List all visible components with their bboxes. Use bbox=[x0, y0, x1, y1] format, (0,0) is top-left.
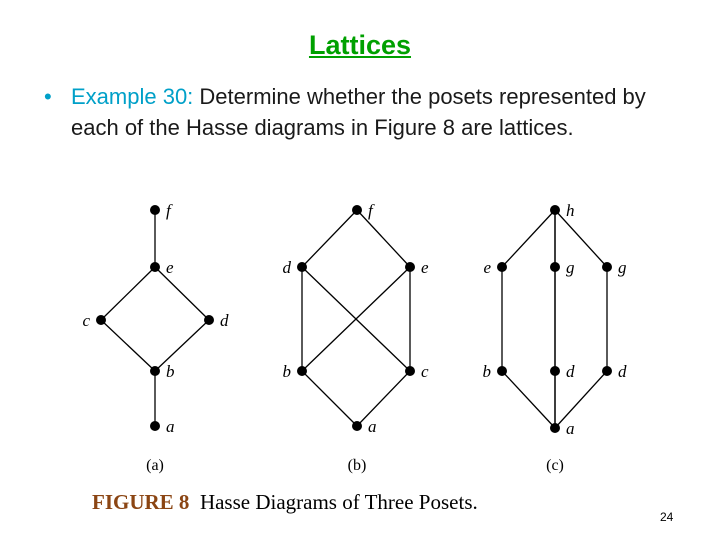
hasse-diagram-c bbox=[483, 201, 628, 474]
diagram-label: (a) bbox=[146, 457, 164, 474]
node-label-c: c bbox=[421, 362, 429, 381]
hasse-diagram-b bbox=[283, 201, 430, 474]
node-label-d1: d bbox=[566, 362, 575, 381]
node-label-c: c bbox=[82, 311, 90, 330]
node-f bbox=[150, 205, 160, 215]
bullet-dot-icon: • bbox=[44, 84, 52, 109]
node-g2 bbox=[602, 262, 612, 272]
edge-c-b bbox=[101, 320, 155, 371]
node-d bbox=[297, 262, 307, 272]
edge-f-e bbox=[357, 210, 410, 267]
node-h bbox=[550, 205, 560, 215]
hasse-diagram-a bbox=[82, 201, 229, 474]
node-label-e: e bbox=[483, 258, 491, 277]
bullet-body: Determine whether the posets represented by each of the Hasse diagrams in Figure 8 are lattices. bbox=[71, 84, 646, 140]
edge-f-d bbox=[302, 210, 357, 267]
page-number: 24 bbox=[660, 510, 674, 524]
diagram-label: (b) bbox=[347, 457, 367, 474]
edge-e-d bbox=[155, 267, 209, 320]
hasse-diagrams-figure bbox=[0, 185, 720, 485]
node-label-a: a bbox=[166, 417, 175, 436]
node-label-b: b bbox=[482, 362, 491, 381]
node-label-d: d bbox=[220, 311, 229, 330]
node-label-e: e bbox=[166, 258, 174, 277]
edge-b-a bbox=[302, 371, 357, 426]
diagram-label: (c) bbox=[546, 457, 564, 474]
edge-d2-a bbox=[555, 371, 607, 428]
node-c bbox=[405, 366, 415, 376]
node-label-g2: g bbox=[618, 258, 627, 277]
node-g1 bbox=[550, 262, 560, 272]
node-a bbox=[550, 423, 560, 433]
edge-e-c bbox=[101, 267, 155, 320]
node-a bbox=[352, 421, 362, 431]
node-c bbox=[96, 315, 106, 325]
node-d1 bbox=[550, 366, 560, 376]
node-label-b: b bbox=[166, 362, 175, 381]
node-b bbox=[497, 366, 507, 376]
caption-text: Hasse Diagrams of Three Posets. bbox=[199, 490, 478, 514]
node-e bbox=[150, 262, 160, 272]
node-label-f: f bbox=[368, 201, 373, 220]
node-label-g1: g bbox=[566, 258, 575, 277]
node-label-h: h bbox=[566, 201, 575, 220]
node-d2 bbox=[602, 366, 612, 376]
edge-d-b bbox=[155, 320, 209, 371]
node-label-a: a bbox=[566, 419, 575, 438]
bullet-point bbox=[44, 81, 684, 143]
figure-caption bbox=[92, 490, 478, 515]
node-label-d: d bbox=[282, 258, 291, 277]
edge-h-g2 bbox=[555, 210, 607, 267]
edge-c-a bbox=[357, 371, 410, 426]
node-label-a: a bbox=[368, 417, 377, 436]
node-f bbox=[352, 205, 362, 215]
node-b bbox=[297, 366, 307, 376]
slide-title: Lattices bbox=[308, 30, 412, 60]
edge-b-a bbox=[502, 371, 555, 428]
node-label-f: f bbox=[166, 201, 171, 220]
node-e bbox=[405, 262, 415, 272]
node-b bbox=[150, 366, 160, 376]
edge-h-e bbox=[502, 210, 555, 267]
node-label-e: e bbox=[421, 258, 429, 277]
node-a bbox=[150, 421, 160, 431]
bullet-text bbox=[44, 81, 684, 143]
caption-label: FIGURE 8 bbox=[92, 490, 190, 514]
node-d bbox=[204, 315, 214, 325]
node-label-b: b bbox=[282, 362, 291, 381]
bullet-lead: Example 30: bbox=[71, 84, 194, 109]
node-label-d2: d bbox=[618, 362, 627, 381]
node-e bbox=[497, 262, 507, 272]
